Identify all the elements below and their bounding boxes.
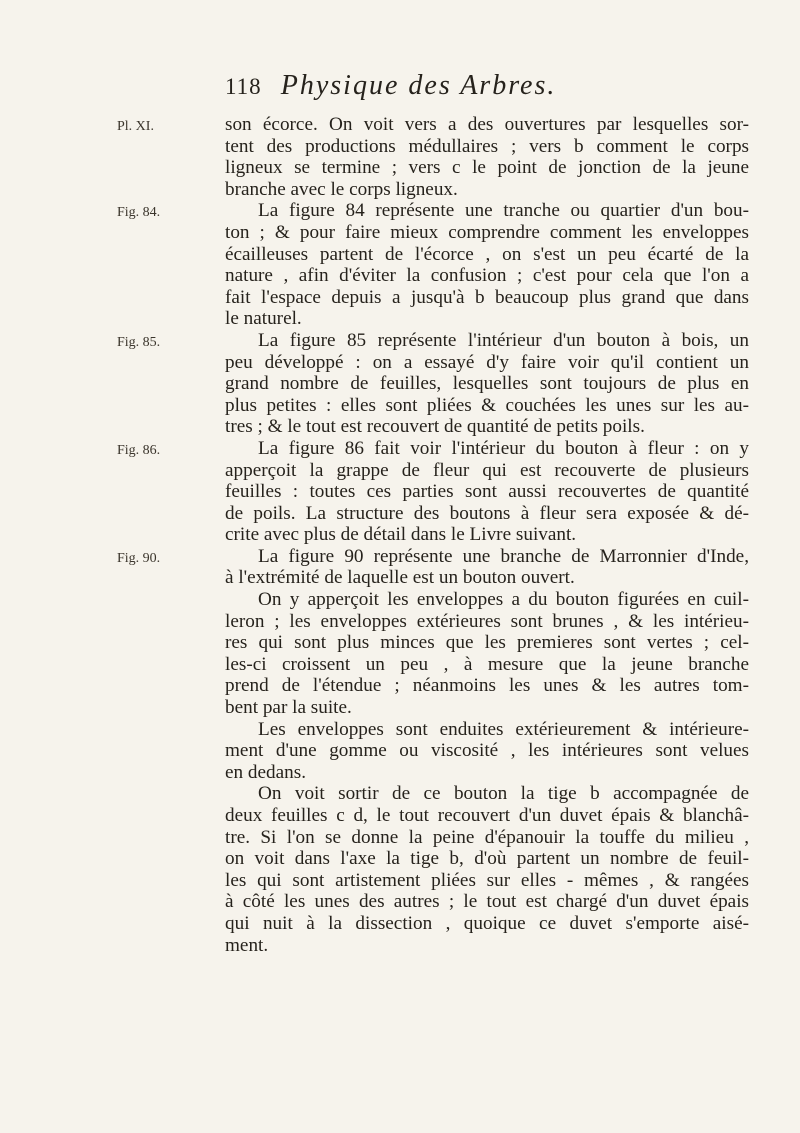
text-line: On voit sortir de ce bouton la tige b accompagnée de	[258, 783, 749, 805]
text-line: La figure 90 représente une branche de Marronnier d'Inde,	[258, 545, 749, 567]
text-line: branche avec le corps ligneux.	[225, 178, 458, 200]
text-line: qui nuit à la dissection , quoique ce duvet s'emporte aisé-	[225, 912, 749, 934]
text-line: en dedans.	[225, 761, 306, 783]
text-line: ment.	[225, 934, 269, 956]
text-line: de poils. La structure des boutons à fleur sera exposée & dé-	[225, 502, 749, 524]
text-line: les qui sont artistement pliées sur elles - mêmes , & rangées	[225, 869, 749, 891]
page-number: 118	[225, 74, 262, 99]
text-line: bent par la suite.	[225, 697, 352, 719]
text-line: res qui sont plus minces que les premieres sont vertes ; cel-	[225, 632, 749, 654]
text-line: à côté les unes des autres ; le tout est chargé d'un duvet épais	[225, 891, 749, 913]
text-line: on voit dans l'axe la tige b, d'où partent un nombre de feuil-	[225, 848, 749, 870]
margin-note-fig-84: Fig. 84.	[117, 205, 161, 220]
text-line: tres ; & le tout est recouvert de quantité de petits poils.	[225, 416, 645, 438]
text-line: tre. Si l'on se donne la peine d'épanouir la touffe du milieu ,	[225, 826, 749, 848]
text-line: ment d'une gomme ou viscosité , les intérieures sont velues	[225, 740, 749, 762]
page-header	[225, 70, 745, 110]
text-line: La figure 84 représente une tranche ou quartier d'un bou-	[258, 200, 749, 222]
margin-note-fig-86: Fig. 86.	[117, 443, 161, 458]
text-line: nature , afin d'éviter la confusion ; c'est pour cela que l'on a	[225, 265, 749, 287]
running-title: Physique des Arbres.	[280, 70, 557, 101]
margin-note-plate: Pl. XI.	[117, 119, 154, 134]
text-line: son écorce. On voit vers a des ouvertures par lesquelles sor-	[225, 114, 749, 135]
text-line: peu développé : on a essayé d'y faire voir qu'il contient un	[225, 351, 749, 373]
text-line: La figure 85 représente l'intérieur d'un bouton à bois, un	[258, 329, 749, 351]
text-line: à l'extrémité de laquelle est un bouton ouvert.	[225, 567, 575, 589]
text-line: écailleuses partent de l'écorce , on s'est un peu écarté de la	[225, 243, 749, 265]
text-line: Les enveloppes sont enduites extérieurement & intérieure-	[258, 718, 749, 740]
text-line: crite avec plus de détail dans le Livre suivant.	[225, 524, 577, 546]
text-line: prend de l'étendue ; néanmoins les unes & les autres tom-	[225, 675, 749, 697]
margin-note-fig-90: Fig. 90.	[117, 551, 161, 566]
text-line: apperçoit la grappe de fleur qui est recouverte de plusieurs	[225, 459, 749, 481]
margin-note-fig-85: Fig. 85.	[117, 335, 161, 350]
text-line: fait l'espace depuis a jusqu'à b beaucoup plus grand que dans	[225, 286, 749, 308]
text-line: On y apperçoit les enveloppes a du bouton figurées en cuil-	[258, 589, 749, 611]
text-line: tent des productions médullaires ; vers b comment le corps	[225, 135, 749, 157]
text-line: grand nombre de feuilles, lesquelles sont toujours de plus en	[225, 373, 749, 395]
text-line: les-ci croissent un peu , à mesure que la jeune branche	[225, 653, 749, 675]
text-line: plus petites : elles sont pliées & couchées les unes sur les au-	[225, 394, 749, 416]
text-line: feuilles : toutes ces parties sont aussi recouvertes de quantité	[225, 481, 749, 503]
text-line: leron ; les enveloppes extérieures sont brunes , & les intérieu-	[225, 610, 749, 632]
text-line: La figure 86 fait voir l'intérieur du bouton à fleur : on y	[258, 437, 749, 459]
text-line: ligneux se termine ; vers c le point de jonction de la jeune	[225, 157, 749, 179]
text-line: ton ; & pour faire mieux comprendre comment les enveloppes	[225, 221, 749, 243]
text-line: le naturel.	[225, 308, 302, 330]
text-line: deux feuilles c d, le tout recouvert d'un duvet épais & blanchâ-	[225, 805, 749, 826]
body-text	[225, 114, 749, 956]
